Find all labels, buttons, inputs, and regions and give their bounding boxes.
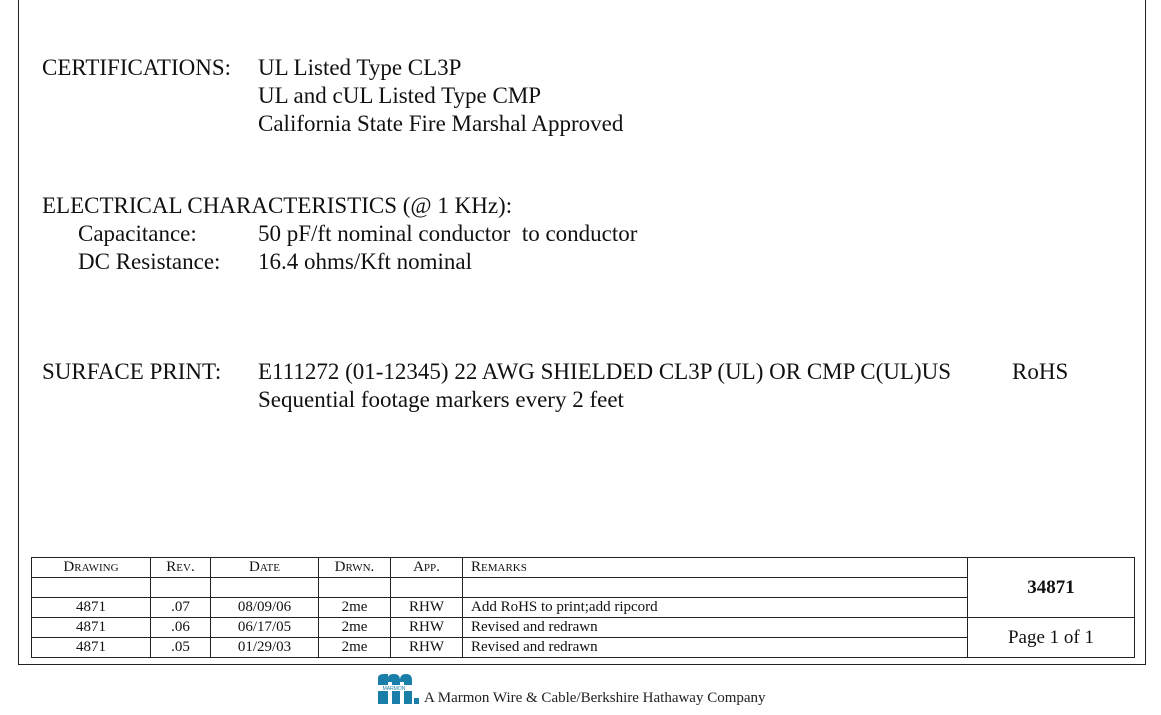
logo-text: MARMON xyxy=(382,686,406,692)
header-date: Date xyxy=(211,558,319,578)
page-number: Page 1 of 1 xyxy=(968,618,1135,658)
company-tagline: A Marmon Wire & Cable/Berkshire Hathaway Company xyxy=(424,690,766,706)
row-drawing: 4871 xyxy=(32,638,151,658)
header-rev: Rev. xyxy=(151,558,211,578)
electrical-heading: ELECTRICAL CHARACTERISTICS (@ 1 KHz): xyxy=(42,193,513,218)
table-row xyxy=(32,618,1135,638)
certifications-label: CERTIFICATIONS: xyxy=(42,55,232,80)
row-rev: .06 xyxy=(151,618,211,638)
row-drwn: 2me xyxy=(319,618,391,638)
row-date: 01/29/03 xyxy=(211,638,319,658)
header-app: App. xyxy=(391,558,463,578)
certification-line-1: UL Listed Type CL3P xyxy=(258,55,462,80)
surface-print-line-2: Sequential footage markers every 2 feet xyxy=(258,387,624,412)
row-remarks: Add RoHS to print;add ripcord xyxy=(463,598,968,618)
row-app: RHW xyxy=(391,638,463,658)
dc-resistance-value: 16.4 ohms/Kft nominal xyxy=(258,249,473,274)
row-rev: .05 xyxy=(151,638,211,658)
row-date: 06/17/05 xyxy=(211,618,319,638)
surface-print-line-1: E111272 (01-12345) 22 AWG SHIELDED CL3P (UL) OR CMP C(UL)US xyxy=(258,359,952,384)
certification-line-3: California State Fire Marshal Approved xyxy=(258,111,624,136)
dc-resistance-label: DC Resistance: xyxy=(78,249,221,274)
capacitance-value: 50 pF/ft nominal conductor to conductor xyxy=(258,221,638,246)
header-remarks: Remarks xyxy=(463,558,968,578)
row-remarks: Revised and redrawn xyxy=(463,638,968,658)
row-rev: .07 xyxy=(151,598,211,618)
revision-table xyxy=(31,557,1135,658)
marmon-logo xyxy=(376,672,420,706)
rohs-mark: RoHS xyxy=(1012,359,1069,384)
row-drawing: 4871 xyxy=(32,598,151,618)
row-drawing: 4871 xyxy=(32,618,151,638)
row-remarks: Revised and redrawn xyxy=(463,618,968,638)
certification-line-2: UL and cUL Listed Type CMP xyxy=(258,83,542,108)
row-drwn: 2me xyxy=(319,638,391,658)
surface-print-label: SURFACE PRINT: xyxy=(42,359,222,384)
row-app: RHW xyxy=(391,598,463,618)
revision-header-row xyxy=(32,558,1135,578)
row-app: RHW xyxy=(391,618,463,638)
header-drwn: Drwn. xyxy=(319,558,391,578)
drawing-number: 34871 xyxy=(968,558,1135,618)
footer xyxy=(376,672,766,706)
capacitance-label: Capacitance: xyxy=(78,221,197,246)
row-drwn: 2me xyxy=(319,598,391,618)
row-date: 08/09/06 xyxy=(211,598,319,618)
header-drawing: Drawing xyxy=(32,558,151,578)
